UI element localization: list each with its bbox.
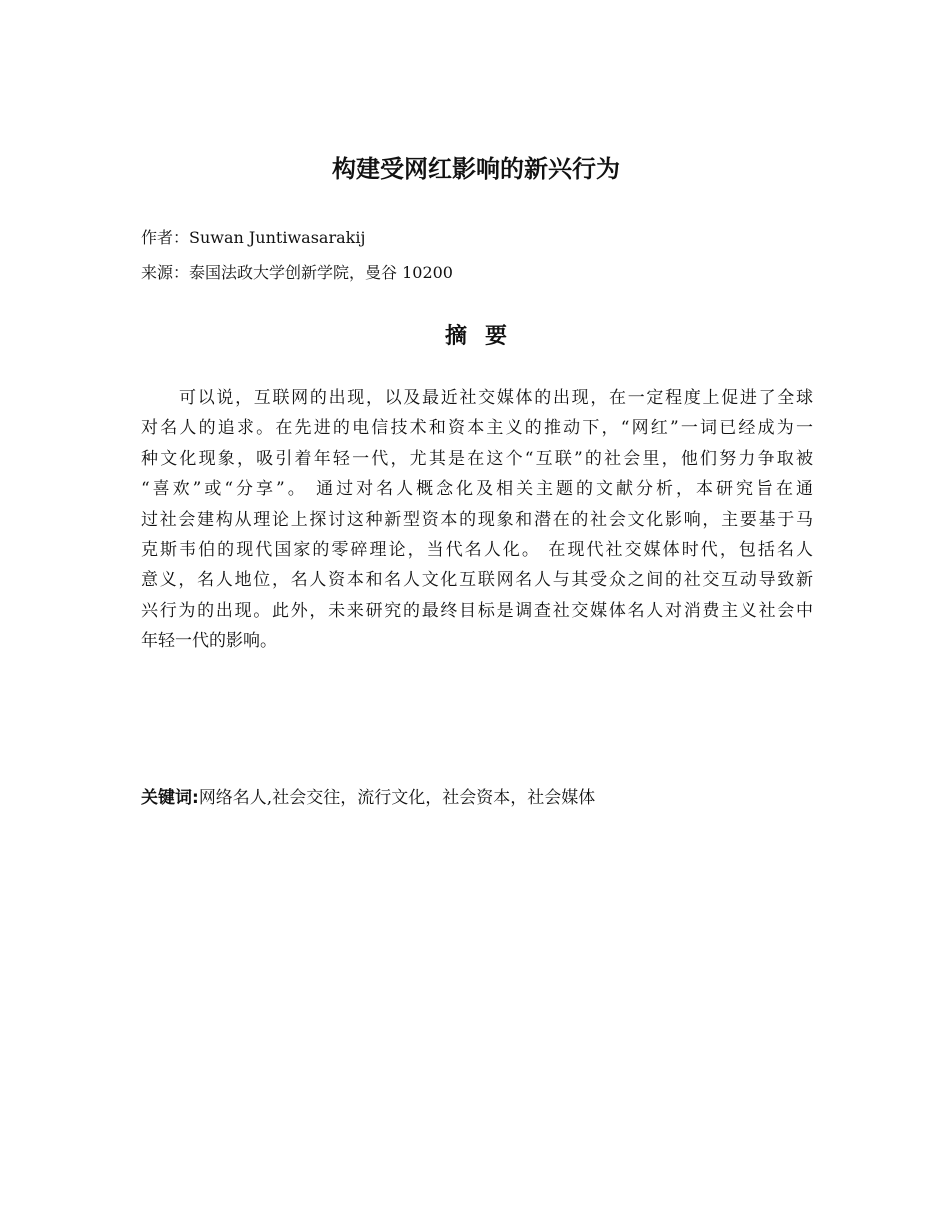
source-line: 来源：泰国法政大学创新学院，曼谷 10200 <box>141 263 453 282</box>
abstract-line: 年轻一代的影响。 <box>141 631 277 652</box>
abstract-line: 意义，名人地位，名人资本和名人文化互联网名人与其受众之间的社交互动导致新 <box>141 570 813 591</box>
keywords-text: 网络名人,社会交往，流行文化，社会资本，社会媒体 <box>198 788 596 808</box>
keywords-label: 关键词: <box>141 788 199 808</box>
abstract-line: “喜欢”或“分享”。 通过对名人概念化及相关主题的文献分析，本研究旨在通 <box>141 479 813 500</box>
abstract-line: 可以说，互联网的出现，以及最近社交媒体的出现，在一定程度上促进了全球 <box>179 388 813 408</box>
keywords-line <box>141 785 595 811</box>
author-line: 作者：Suwan Juntiwasarakij <box>141 228 366 247</box>
paper-title: 构建受网红影响的新兴行为 <box>332 155 620 183</box>
abstract-body <box>141 383 813 657</box>
abstract-line: 种文化现象，吸引着年轻一代，尤其是在这个“互联”的社会里，他们努力争取被 <box>141 448 813 469</box>
abstract-heading: 摘要 <box>444 324 525 349</box>
abstract-line: 克斯韦伯的现代国家的零碎理论，当代名人化。 在现代社交媒体时代，包括名人 <box>141 539 813 560</box>
abstract-line: 对名人的追求。在先进的电信技术和资本主义的推动下，“网红”一词已经成为一 <box>141 418 813 439</box>
abstract-line: 兴行为的出现。此外，未来研究的最终目标是调查社交媒体名人对消费主义社会中 <box>141 600 813 621</box>
abstract-line: 过社会建构从理论上探讨这种新型资本的现象和潜在的社会文化影响，主要基于马 <box>141 509 813 530</box>
